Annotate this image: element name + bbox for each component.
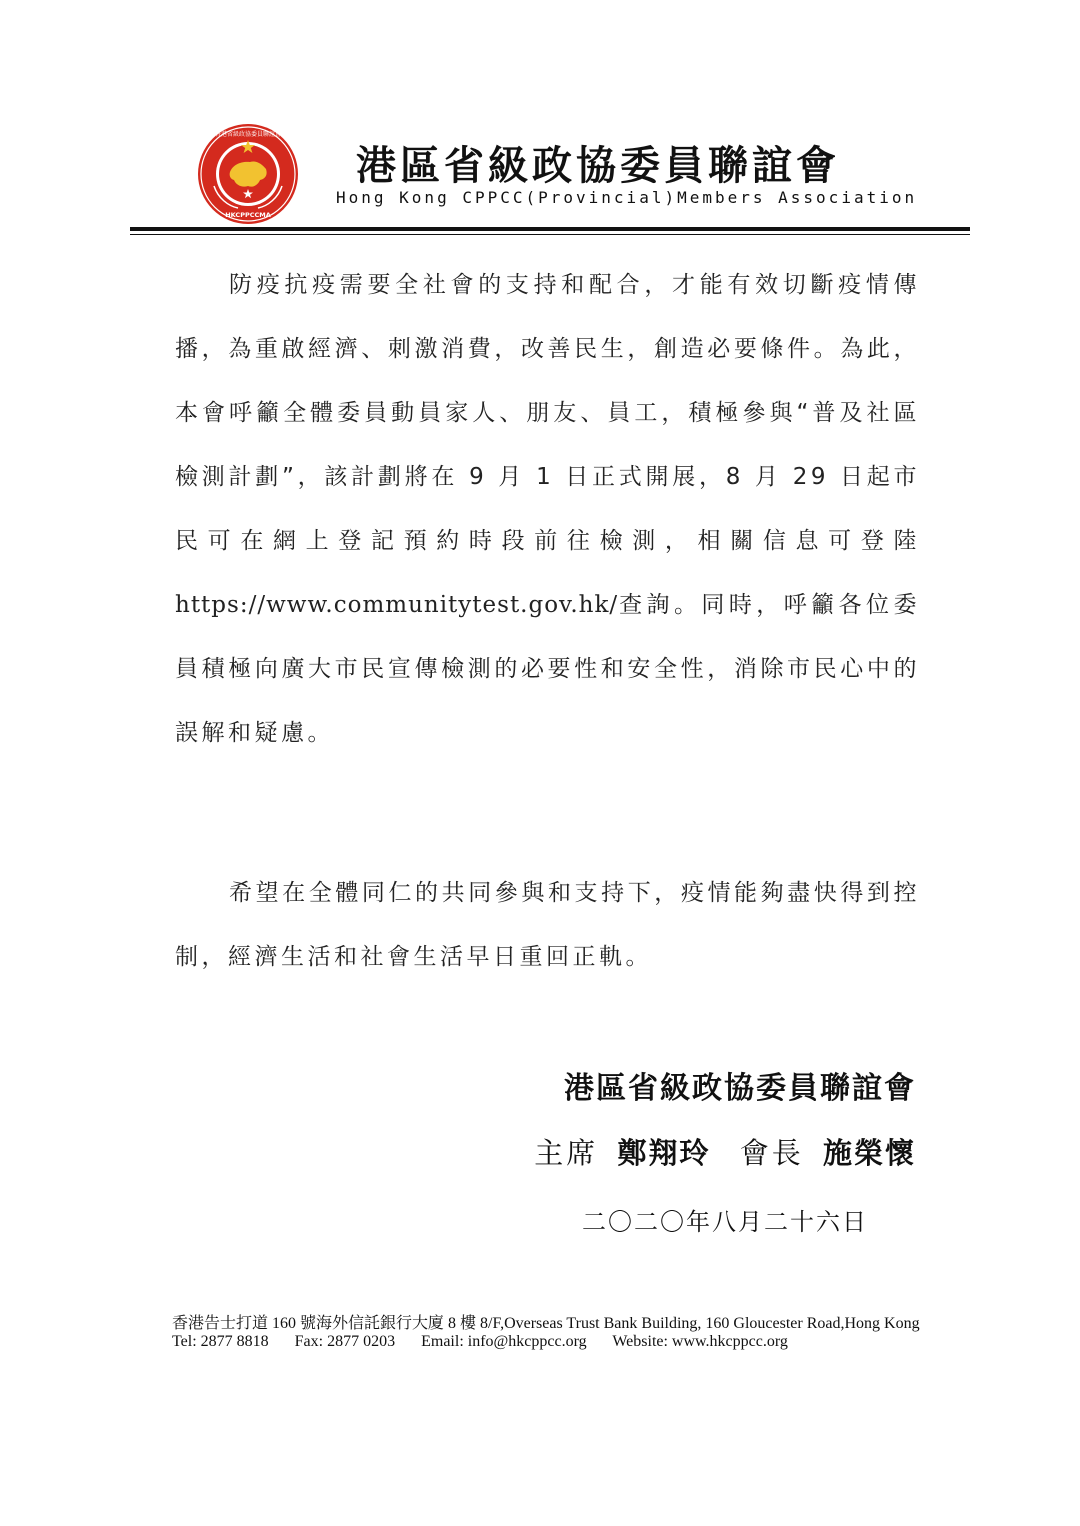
signature-date: 二〇二〇年八月二十六日 bbox=[582, 1208, 868, 1236]
president-name: 施榮懷 bbox=[822, 1136, 916, 1170]
chairman-title: 主席 bbox=[534, 1136, 599, 1170]
footer-website[interactable]: Website: www.hkcppcc.org bbox=[612, 1333, 788, 1350]
footer-contacts bbox=[172, 1333, 810, 1351]
footer-address: 香港告士打道 160 號海外信託銀行大廈 8 樓 8/F,Overseas Trust Bank Building, 160 Gloucester Road,Hong Kong bbox=[172, 1315, 920, 1332]
paragraph-2: 希望在全體同仁的共同參與和支持下，疫情能夠盡快得到控制，經濟生活和社會生活早日重回正軌。 bbox=[175, 880, 920, 970]
footer-email[interactable]: Email: info@hkcppcc.org bbox=[421, 1333, 587, 1350]
logo-bottom-text: HKCPPCCMA bbox=[225, 211, 271, 219]
signature-organization: 港區省級政協委員聯誼會 bbox=[564, 1071, 916, 1106]
logo-top-text: 香港省級政協委員聯誼會 bbox=[214, 131, 282, 138]
signature-officers bbox=[534, 1131, 916, 1172]
footer-tel: Tel: 2877 8818 bbox=[172, 1333, 269, 1350]
chairman-name: 鄭翔玲 bbox=[617, 1136, 711, 1170]
community-test-link[interactable]: https://www.communitytest.gov.hk/ bbox=[175, 592, 619, 618]
paragraph-1-text: 防疫抗疫需要全社會的支持和配合，才能有效切斷疫情傳播，為重啟經濟、刺激消費，改善民生，創造必要條件。為此，本會呼籲全體委員動員家人、朋友、員工，積極參與“普及社區檢測計劃”，該計劃將在 9 月 1 日正式開展，8 月 29 日起市民可在網上登記預約時段前往檢測，相關信息可登陸 bbox=[175, 272, 920, 554]
organization-title: 港區省級政協委員聯誼會 bbox=[356, 142, 840, 189]
association-logo-icon bbox=[196, 122, 300, 226]
president-title: 會長 bbox=[739, 1136, 804, 1170]
organization-subtitle: Hong Kong CPPCC(Provincial)Members Association bbox=[336, 188, 918, 207]
paragraph-1-text-end: 查詢。同時，呼籲各位委員積極向廣大市民宣傳檢測的必要性和安全性，消除市民心中的誤解和疑慮。 bbox=[175, 592, 920, 746]
paragraph-1 bbox=[175, 253, 920, 765]
header-rule-thin bbox=[130, 234, 970, 235]
header-rule-thick bbox=[130, 227, 970, 231]
footer-fax: Fax: 2877 0203 bbox=[294, 1333, 396, 1350]
